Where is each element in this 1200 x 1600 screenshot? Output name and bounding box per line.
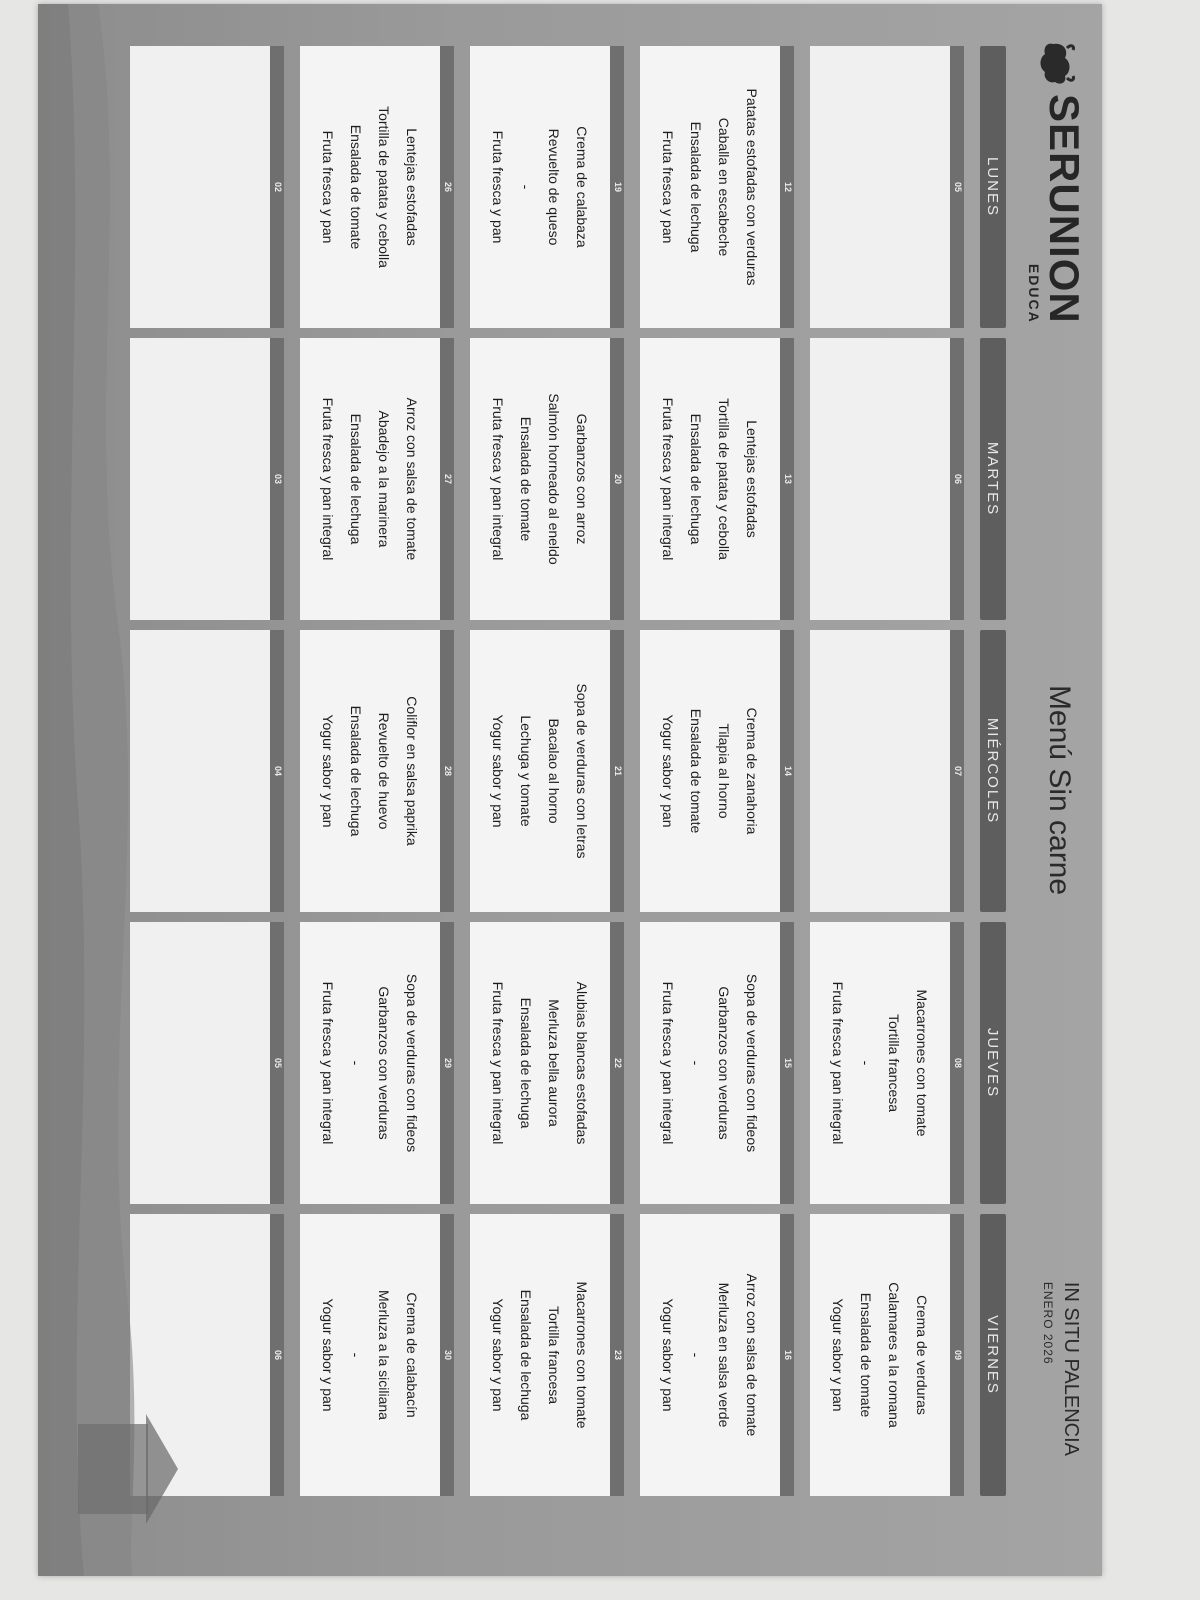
- day-date: 05: [273, 1057, 283, 1068]
- menu-day-cell: [130, 338, 284, 620]
- day-date: 06: [953, 473, 963, 484]
- menu-sheet: [38, 4, 1102, 1576]
- dish-item: -: [688, 1060, 704, 1066]
- dish-item: Ensalada de tomate: [348, 124, 364, 250]
- menu-day-cell: [810, 338, 964, 620]
- dish-item: Yogur sabor y pan: [660, 714, 676, 828]
- day-header-2: MIÉRCOLES: [980, 630, 1006, 912]
- day-date: 05: [953, 181, 963, 192]
- day-date: 29: [443, 1057, 453, 1068]
- dish-item: Fruta fresca y pan: [660, 130, 676, 244]
- day-date: 13: [783, 473, 793, 484]
- dish-item: Lentejas estofadas: [404, 128, 420, 246]
- menu-day-cell: [640, 630, 794, 912]
- dish-item: Caballa en escabeche: [716, 117, 732, 257]
- menu-day-cell: [640, 338, 794, 620]
- dish-item: Sopa de verduras con letras: [574, 683, 590, 859]
- dish-item: -: [348, 1060, 364, 1066]
- day-header-4: VIERNES: [980, 1214, 1006, 1496]
- dish-item: Arroz con salsa de tomate: [744, 1273, 760, 1437]
- day-date: 16: [783, 1349, 793, 1360]
- dish-item: Revuelto de queso: [546, 128, 562, 246]
- dish-item: Abadejo a la marinera: [376, 410, 392, 548]
- menu-day-cell: [810, 1214, 964, 1496]
- dish-item: Tilapia al horno: [716, 723, 732, 819]
- dish-item: Garbanzos con arroz: [574, 413, 590, 545]
- menu-day-cell: [640, 46, 794, 328]
- dish-item: Fruta fresca y pan integral: [320, 397, 336, 561]
- dish-item: Fruta fresca y pan: [490, 130, 506, 244]
- dish-item: Crema de verduras: [914, 1295, 930, 1415]
- dish-item: Tortilla de patata y cebolla: [716, 398, 732, 560]
- dish-item: Garbanzos con verduras: [376, 986, 392, 1140]
- dish-item: Ensalada de lechuga: [518, 997, 534, 1129]
- dish-item: Coliflor en salsa paprika: [404, 696, 420, 846]
- menu-day-cell: [130, 1214, 284, 1496]
- day-date: 14: [783, 765, 793, 776]
- dish-item: Macarrones con tomate: [914, 989, 930, 1137]
- dish-item: -: [858, 1060, 874, 1066]
- dish-item: Ensalada de lechuga: [518, 1289, 534, 1421]
- day-date: 19: [613, 181, 623, 192]
- dish-item: Tortilla de patata y cebolla: [376, 106, 392, 268]
- menu-day-cell: [810, 46, 964, 328]
- dish-item: Yogur sabor y pan: [490, 714, 506, 828]
- day-header-0: LUNES: [980, 46, 1006, 328]
- dish-item: -: [348, 1352, 364, 1358]
- dish-item: Merluza bella aurora: [546, 999, 562, 1127]
- day-date: 15: [783, 1057, 793, 1068]
- menu-day-cell: [470, 338, 624, 620]
- day-date: 23: [613, 1349, 623, 1360]
- dish-item: Arroz con salsa de tomate: [404, 397, 420, 561]
- dish-item: Lentejas estofadas: [744, 420, 760, 538]
- dish-item: Salmón horneado al eneldo: [546, 393, 562, 565]
- day-date: 27: [443, 473, 453, 484]
- day-date: 04: [273, 765, 283, 776]
- dish-item: Ensalada de lechuga: [348, 413, 364, 545]
- menu-day-cell: [640, 1214, 794, 1496]
- menu-day-cell: [130, 46, 284, 328]
- menu-day-cell: [300, 922, 454, 1204]
- menu-day-cell: [470, 1214, 624, 1496]
- dish-item: Patatas estofadas con verduras: [744, 88, 760, 286]
- dish-item: Lechuga y tomate: [518, 715, 534, 827]
- dish-item: Merluza en salsa verde: [716, 1282, 732, 1428]
- dish-item: Macarrones con tomate: [574, 1281, 590, 1429]
- day-date: 09: [953, 1349, 963, 1360]
- dish-item: Yogur sabor y pan: [830, 1298, 846, 1412]
- dish-item: Sopa de verduras con fideos: [744, 973, 760, 1153]
- school-info: [1041, 1282, 1082, 1456]
- dish-item: Calamares a la romana: [886, 1282, 902, 1428]
- day-date: 26: [443, 181, 453, 192]
- dish-item: Bacalao al horno: [546, 718, 562, 824]
- menu-day-cell: [810, 922, 964, 1204]
- dish-item: Ensalada de tomate: [858, 1292, 874, 1418]
- dish-item: Yogur sabor y pan: [660, 1298, 676, 1412]
- dish-item: -: [518, 184, 534, 190]
- dish-item: Merluza a la siciliana: [376, 1290, 392, 1420]
- dish-item: Crema de calabaza: [574, 126, 590, 248]
- dish-item: Yogur sabor y pan: [320, 1298, 336, 1412]
- dish-item: Garbanzos con verduras: [716, 986, 732, 1140]
- menu-day-cell: [470, 46, 624, 328]
- menu-page: [38, 4, 1102, 1576]
- day-date: 03: [273, 473, 283, 484]
- dish-item: Fruta fresca y pan integral: [490, 981, 506, 1145]
- menu-grid: [130, 46, 1006, 1496]
- dish-item: Ensalada de lechuga: [688, 121, 704, 253]
- menu-day-cell: [810, 630, 964, 912]
- dish-item: Ensalada de lechuga: [348, 705, 364, 837]
- menu-day-cell: [130, 630, 284, 912]
- menu-day-cell: [130, 922, 284, 1204]
- dish-item: Alubias blancas estofadas: [574, 981, 590, 1145]
- page-title: Menú Sin carne: [1043, 684, 1076, 896]
- dish-item: Fruta fresca y pan integral: [660, 397, 676, 561]
- dish-item: Fruta fresca y pan: [320, 130, 336, 244]
- day-date: 07: [953, 765, 963, 776]
- dish-item: Yogur sabor y pan: [320, 714, 336, 828]
- menu-day-cell: [300, 338, 454, 620]
- day-date: 21: [613, 765, 623, 776]
- dish-item: Ensalada de tomate: [518, 416, 534, 542]
- dish-item: Tortilla francesa: [886, 1013, 902, 1113]
- menu-day-cell: [470, 922, 624, 1204]
- dish-item: Fruta fresca y pan integral: [660, 981, 676, 1145]
- day-date: 08: [953, 1057, 963, 1068]
- brand-subtitle: EDUCA: [1026, 263, 1042, 324]
- dish-item: Fruta fresca y pan integral: [830, 981, 846, 1145]
- brand-name: SERUNION: [1041, 94, 1088, 324]
- day-header-1: MARTES: [980, 338, 1006, 620]
- menu-month: ENERO 2026: [1041, 1281, 1055, 1365]
- day-date: 02: [273, 181, 283, 192]
- menu-day-cell: [470, 630, 624, 912]
- day-date: 12: [783, 181, 793, 192]
- menu-day-cell: [300, 1214, 454, 1496]
- menu-day-cell: [300, 630, 454, 912]
- day-date: 30: [443, 1349, 453, 1360]
- dish-item: Yogur sabor y pan: [490, 1298, 506, 1412]
- dish-item: Fruta fresca y pan integral: [320, 981, 336, 1145]
- dish-item: Ensalada de tomate: [688, 708, 704, 834]
- dish-item: -: [688, 1352, 704, 1358]
- day-date: 22: [613, 1057, 623, 1068]
- dish-item: Sopa de verduras con fideos: [404, 973, 420, 1153]
- menu-day-cell: [300, 46, 454, 328]
- dish-item: Fruta fresca y pan integral: [490, 397, 506, 561]
- dish-item: Crema de zanahoria: [744, 707, 760, 835]
- dish-item: Tortilla francesa: [546, 1305, 562, 1405]
- day-date: 06: [273, 1349, 283, 1360]
- dish-item: Ensalada de lechuga: [688, 413, 704, 545]
- day-date: 20: [613, 473, 623, 484]
- dish-item: Crema de calabacín: [404, 1292, 420, 1418]
- school-name: IN SITU PALENCIA: [1060, 1281, 1082, 1456]
- dish-item: Revuelto de huevo: [376, 712, 392, 830]
- day-header-3: JUEVES: [980, 922, 1006, 1204]
- menu-day-cell: [640, 922, 794, 1204]
- day-date: 28: [443, 765, 453, 776]
